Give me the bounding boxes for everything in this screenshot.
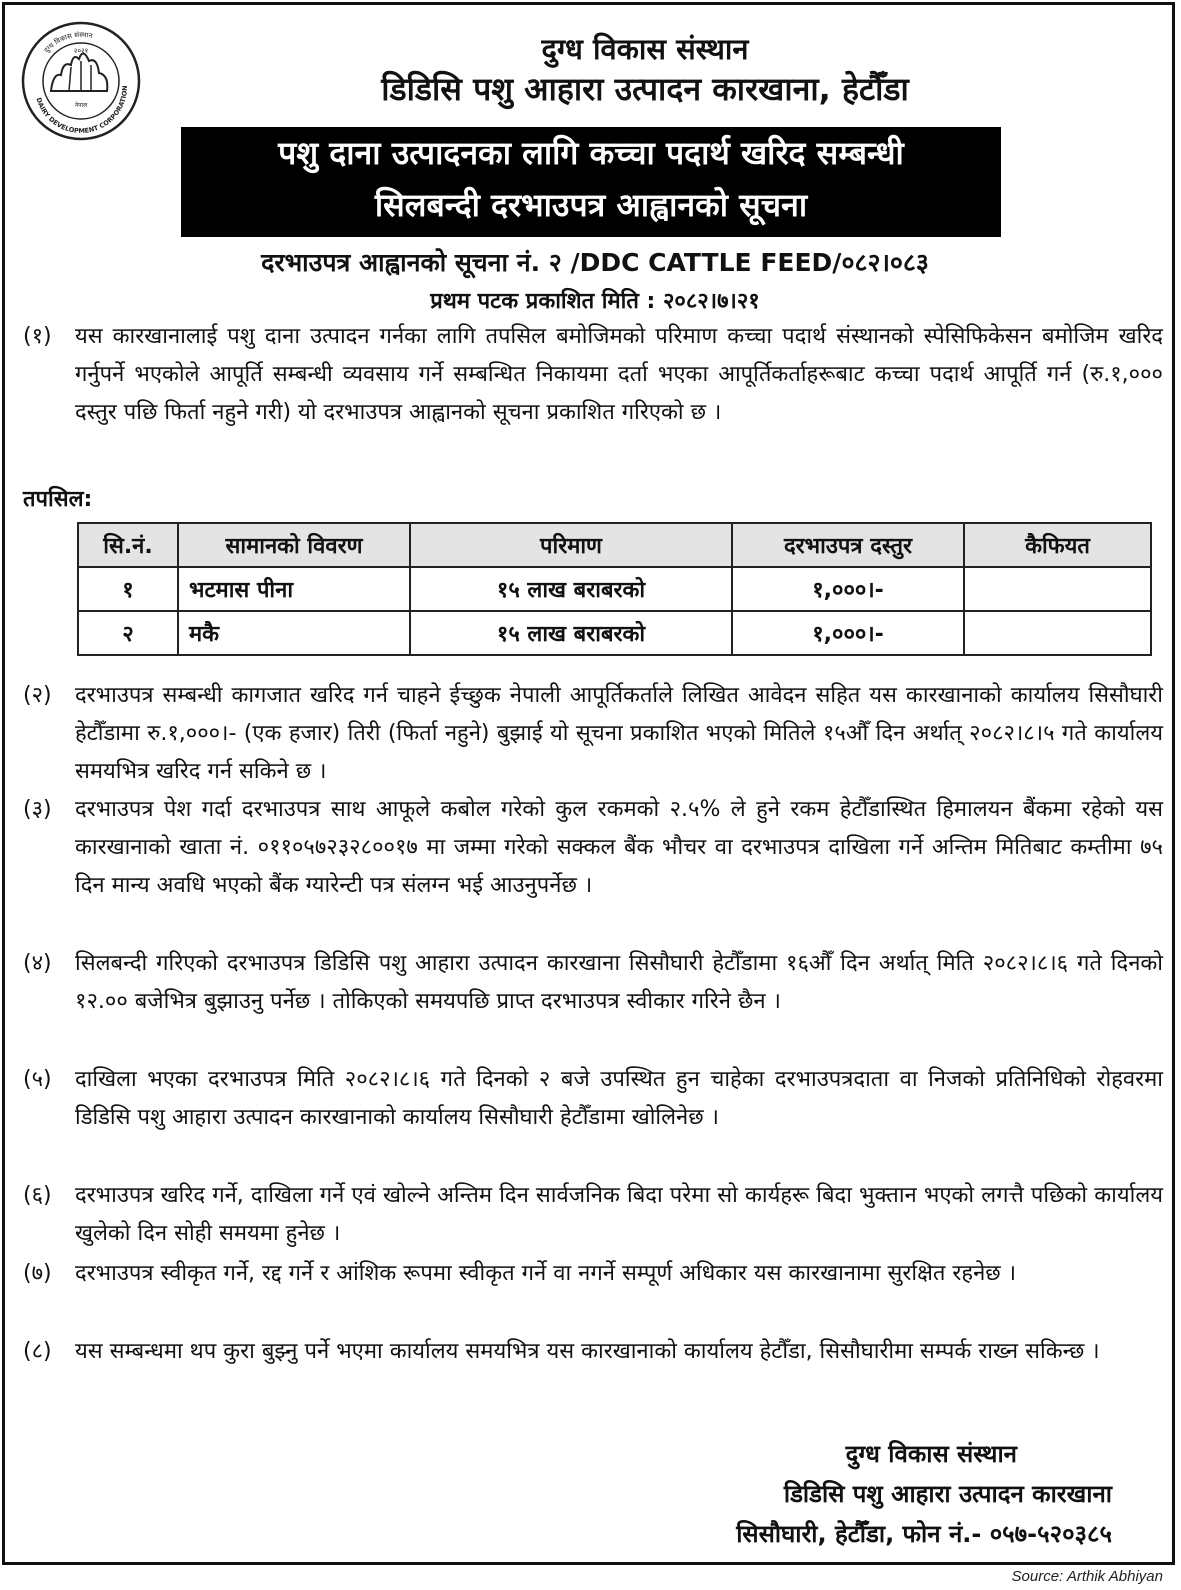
col-serial: सि.नं. — [78, 523, 178, 567]
clause-text: दरभाउपत्र सम्बन्धी कागजात खरिद गर्न चाहने ईच्छुक नेपाली आपूर्तिकर्ताले लिखित आवेदन सहित यस कारखानाको कार्यालय सिसौघारी हेटौँडामा रु.१,०००।- (एक हजार) तिरी (फिर्ता नहुने) बुझाई यो सूचना प्रकाशित भएको मितिले १५औँ दिन अर्थात् २०८२।८।५ गते कार्यालय समयभित्र खरिद गर्न सकिने छ । — [75, 683, 1163, 784]
clause-number: (५) — [23, 1067, 52, 1092]
col-quantity: परिमाण — [410, 523, 732, 567]
org-name: दुग्ध विकास संस्थान — [541, 32, 749, 66]
col-fee: दरभाउपत्र दस्तुर — [732, 523, 964, 567]
cell-serial: १ — [78, 567, 178, 611]
cell-item: मकै — [178, 611, 410, 655]
cell-quantity: १५ लाख बराबरको — [410, 567, 732, 611]
notice-frame — [2, 2, 1175, 1565]
ddc-emblem-icon — [17, 17, 145, 145]
svg-text:२०२१: २०२१ — [73, 47, 89, 55]
clause-number: (२) — [23, 683, 52, 708]
svg-text:DAIRY DEVELOPMENT CORPORATION: DAIRY DEVELOPMENT CORPORATION — [34, 85, 130, 136]
title-line-2: सिलबन्दी दरभाउपत्र आह्वानको सूचना — [374, 186, 808, 224]
table-row — [78, 567, 1151, 611]
clause-1 — [23, 318, 1163, 432]
cell-fee: १,०००।- — [732, 567, 964, 611]
title-line-1: पशु दाना उत्पादनका लागि कच्चा पदार्थ खरिद सम्बन्धी — [278, 134, 904, 172]
cell-remarks — [964, 567, 1151, 611]
clause-number: (४) — [23, 951, 52, 976]
signature-factory: डिडिसि पशु आहारा उत्पादन कारखाना — [783, 1480, 1112, 1508]
cell-quantity: १५ लाख बराबरको — [410, 611, 732, 655]
cell-fee: १,०००।- — [732, 611, 964, 655]
clause-number: (३) — [23, 797, 52, 822]
col-remarks: कैफियत — [964, 523, 1151, 567]
notice-title-banner — [181, 127, 1001, 237]
signature-address-phone: सिसौघारी, हेटौँडा, फोन नं.- ०५७-५२०३८५ — [736, 1520, 1112, 1548]
clause-7 — [23, 1255, 1163, 1293]
clause-number: (८) — [23, 1339, 52, 1364]
clause-3 — [23, 791, 1163, 905]
ddc-logo — [17, 17, 145, 145]
clause-4 — [23, 945, 1163, 1021]
clause-number: (७) — [23, 1261, 52, 1286]
svg-text:दुग्ध विकास संस्थान: दुग्ध विकास संस्थान — [42, 30, 94, 55]
cell-remarks — [964, 611, 1151, 655]
clause-6 — [23, 1177, 1163, 1253]
clause-text: दरभाउपत्र पेश गर्दा दरभाउपत्र साथ आफूले कबोल गरेको कुल रकमको २.५% ले हुने रकम हेटौँडास्थित हिमालयन बैंकमा रहेको यस कारखानाको खाता नं. ०११०५७२३२८००१७ मा जम्मा गरेको सक्कल बैंक भौचर वा दरभाउपत्र दाखिला गर्ने अन्तिम मितिबाट कम्तीमा ७५ दिन मान्य अवधि भएको बैंक ग्यारेन्टी पत्र संलग्न भई आउनुपर्नेछ । — [75, 797, 1163, 898]
clause-text: यस सम्बन्धमा थप कुरा बुझ्नु पर्ने भएमा कार्यालय समयभित्र यस कारखानाको कार्यालय हेटौँडा, सिसौघारीमा सम्पर्क राख्न सकिन्छ । — [75, 1339, 1100, 1364]
table-row — [78, 611, 1151, 655]
svg-text:नेपाल: नेपाल — [74, 102, 88, 109]
col-item: सामानको विवरण — [178, 523, 410, 567]
clause-8 — [23, 1333, 1163, 1371]
signature-org: दुग्ध विकास संस्थान — [845, 1440, 1017, 1468]
clause-5 — [23, 1061, 1163, 1137]
cell-serial: २ — [78, 611, 178, 655]
clause-number: (६) — [23, 1183, 52, 1208]
clause-2 — [23, 677, 1163, 791]
clause-text: सिलबन्दी गरिएको दरभाउपत्र डिडिसि पशु आहारा उत्पादन कारखाना सिसौघारी हेटौँडामा १६औँ दिन अर्थात् मिति २०८२।८।६ गते दिनको १२.०० बजेभित्र बुझाउनु पर्नेछ । तोकिएको समयपछि प्राप्त दरभाउपत्र स्वीकार गरिने छैन । — [75, 951, 1163, 1014]
schedule-table — [77, 522, 1152, 656]
factory-name: डिडिसि पशु आहारा उत्पादन कारखाना, हेटौँडा — [381, 70, 909, 108]
schedule-label: तपसिल: — [23, 487, 93, 512]
clause-text: दरभाउपत्र स्वीकृत गर्ने, रद्द गर्ने र आंशिक रूपमा स्वीकृत गर्ने वा नगर्ने सम्पूर्ण अधिकार यस कारखानामा सुरक्षित रहनेछ । — [75, 1261, 1017, 1286]
clause-text: दरभाउपत्र खरिद गर्ने, दाखिला गर्ने एवं खोल्ने अन्तिम दिन सार्वजनिक बिदा परेमा सो कार्यहरू बिदा भुक्तान भएको लगत्तै पछिको कार्यालय खुलेको दिन सोही समयमा हुनेछ । — [75, 1183, 1163, 1246]
notice-number: दरभाउपत्र आह्वानको सूचना नं. २ /DDC CATTLE FEED/०८२।०८३ — [261, 248, 929, 277]
clause-number: (१) — [23, 324, 52, 349]
source-credit: Source: Arthik Abhiyan — [1011, 1568, 1163, 1585]
cell-item: भटमास पीना — [178, 567, 410, 611]
table-header-row — [78, 523, 1151, 567]
publish-date: प्रथम पटक प्रकाशित मिति : २०८२।७।२१ — [430, 289, 760, 314]
clause-text: दाखिला भएका दरभाउपत्र मिति २०८२।८।६ गते दिनको २ बजे उपस्थित हुन चाहेका दरभाउपत्रदाता वा निजको प्रतिनिधिको रोहवरमा डिडिसि पशु आहारा उत्पादन कारखानाको कार्यालय सिसौघारी हेटौँडामा खोलिनेछ । — [75, 1067, 1163, 1130]
clause-text: यस कारखानालाई पशु दाना उत्पादन गर्नका लागि तपसिल बमोजिमको परिमाण कच्चा पदार्थ संस्थानको स्पेसिफिकेसन बमोजिम खरिद गर्नुपर्ने भएकोले आपूर्ति सम्बन्धी व्यवसाय गर्ने सम्बन्धित निकायमा दर्ता भएका आपूर्तिकर्ताहरूबाट कच्चा पदार्थ आपूर्ति गर्न (रु.१,००० दस्तुर पछि फिर्ता नहुने गरी) यो दरभाउपत्र आह्वानको सूचना प्रकाशित गरिएको छ । — [75, 324, 1163, 425]
